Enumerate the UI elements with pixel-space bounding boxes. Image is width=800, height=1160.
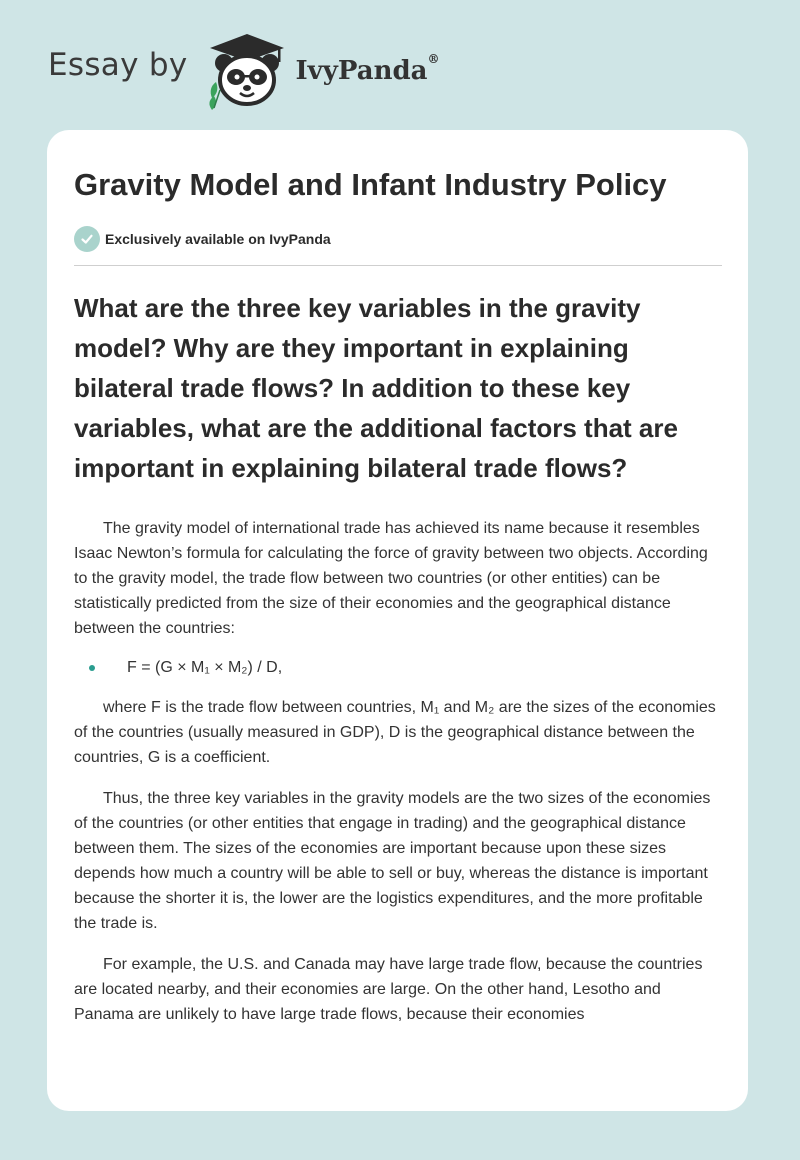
brand-name: IvyPanda® <box>295 52 440 86</box>
bullet-icon <box>89 665 95 671</box>
ivypanda-logo-icon[interactable] <box>202 30 292 110</box>
exclusive-badge <box>74 226 722 252</box>
formula-list-item <box>74 655 722 680</box>
check-circle-icon <box>74 226 100 252</box>
question-heading: What are the three key variables in the gravity model? Why are they important in explaining bilateral trade flows? In addition to these key variables, what are the additional factors that are important in explaining bilateral trade flows? <box>74 293 678 483</box>
essay-by-label: Essay by <box>48 47 188 83</box>
badge-label: Exclusively available on IvyPanda <box>105 231 331 247</box>
paragraph: For example, the U.S. and Canada may have large trade flow, because the countries are located nearby, and their economies are large. On the other hand, Lesotho and Panama are unlikely to have large trade flows, because their economies <box>74 956 703 1023</box>
page-title: Gravity Model and Infant Industry Policy <box>74 167 667 202</box>
formula-text: F = (G × M₁ × M₂) / D, <box>127 658 283 676</box>
divider <box>74 265 722 266</box>
essay-card <box>47 130 748 1111</box>
paragraph: Thus, the three key variables in the gravity models are the two sizes of the economies of the countries (or other entities that engage in trading) and the geographical distance between them. The sizes of the economies are important because upon these sizes depends how much a country will be able to sell or buy, whereas the distance is important because the shorter it is, the lower are the logistics expenditures, and the more profitable the trade is. <box>74 790 711 932</box>
paragraph: where F is the trade flow between countries, M₁ and M₂ are the sizes of the economies of the countries (usually measured in GDP), D is the geographical distance between the countries, G is a coefficient. <box>74 699 716 766</box>
paragraph: The gravity model of international trade has achieved its name because it resembles Isaac Newton’s formula for calculating the force of gravity between two objects. According to the gravity model, the trade flow between two countries (or other entities) can be statistically predicted from the size of their economies and the geographical distance between the countries: <box>74 520 708 637</box>
site-header <box>48 30 440 110</box>
